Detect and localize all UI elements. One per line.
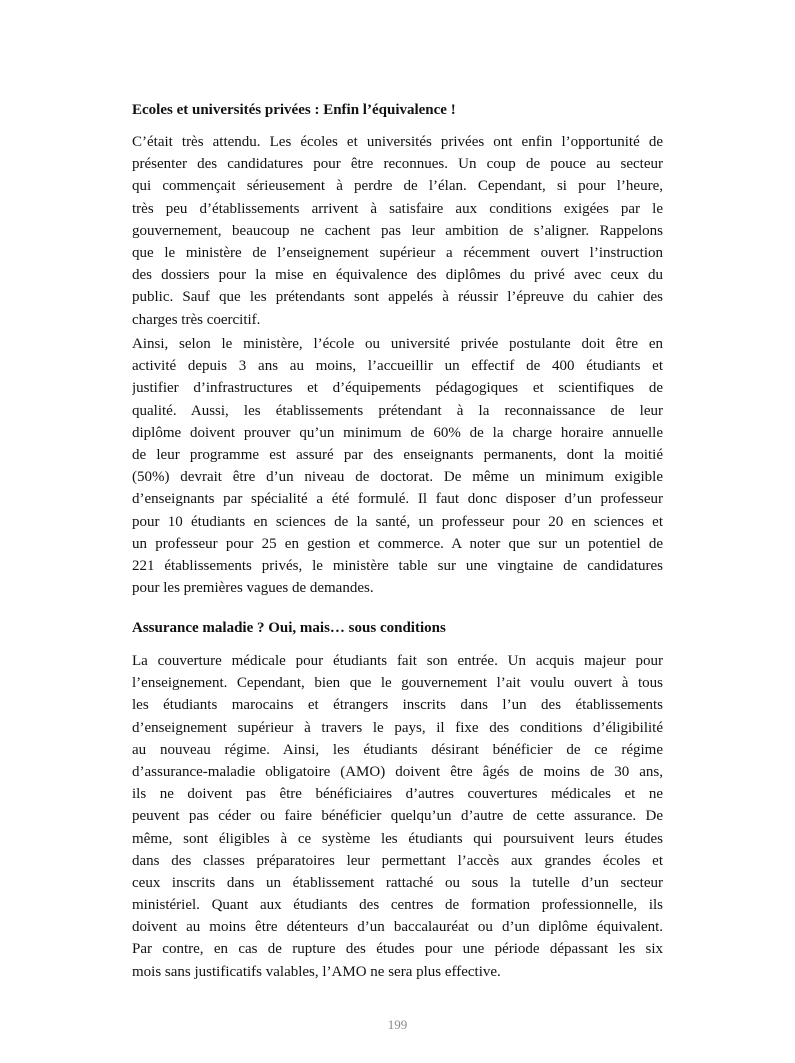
text-line: des dossiers pour la mise en équivalence des diplômes du privé avec ceux du (132, 267, 663, 284)
text-line: qui commençait sérieusement à perdre de l’élan. Cependant, si pour l’heure, (132, 178, 663, 195)
text-line: pour les premières vagues de demandes. (132, 580, 374, 597)
text-line: mois sans justificatifs valables, l’AMO ne sera plus effective. (132, 963, 501, 980)
text-line: peuvent pas céder ou faire bénéficier quelqu’un d’autre de cette assurance. De (132, 808, 663, 825)
section-heading-private-schools: Ecoles et universités privées : Enfin l’équivalence ! (132, 102, 456, 118)
paragraph (132, 650, 663, 983)
text-line: un professeur pour 25 en gestion et commerce. A noter que sur un potentiel de (132, 535, 663, 552)
text-line: très peu d’établissements arrivent à satisfaire aux conditions exigées par le (132, 200, 663, 217)
text-line: La couverture médicale pour étudiants fait son entrée. Un acquis majeur pour (132, 653, 663, 669)
text-line: Ainsi, selon le ministère, l’école ou université privée postulante doit être en (132, 336, 663, 352)
text-line: pour 10 étudiants en sciences de la santé, un professeur pour 20 en sciences et (132, 513, 663, 530)
text-line: même, sont éligibles à ce système les étudiants qui poursuivent leurs études (132, 830, 663, 847)
paragraph (132, 333, 663, 599)
text-line: au nouveau régime. Ainsi, les étudiants désirant bénéficier de ce régime (132, 741, 663, 758)
text-line: charges très coercitif. (132, 311, 261, 328)
text-line: activité depuis 3 ans au moins, l’accueillir un effectif de 400 étudiants et (132, 358, 663, 375)
text-line: ministériel. Quant aux étudiants des centres de formation professionnelle, ils (132, 897, 663, 914)
text-line: doivent au moins être détenteurs d’un baccalauréat ou d’un diplôme équivalent. (132, 919, 663, 936)
page-number: 199 (387, 1017, 408, 1032)
text-line: Par contre, en cas de rupture des études pour une période dépassant les six (132, 941, 663, 958)
text-line: C’était très attendu. Les écoles et universités privées ont enfin l’opportunité de (132, 134, 663, 150)
text-line: justifier d’infrastructures et d’équipements pédagogiques et scientifiques de (132, 380, 663, 397)
paragraph (132, 131, 663, 331)
text-line: d’enseignement supérieur à travers le pays, il fixe des conditions d’éligibilité (132, 719, 663, 736)
text-line: gouvernement, beaucoup ne cachent pas leur ambition de s’aligner. Rappelons (132, 222, 663, 239)
section-heading-health-insurance: Assurance maladie ? Oui, mais… sous conditions (132, 620, 446, 636)
text-line: les étudiants marocains et étrangers inscrits dans l’un des établissements (132, 697, 663, 714)
text-line: public. Sauf que les prétendants sont appelés à réussir l’épreuve du cahier des (132, 289, 663, 306)
text-line: l’enseignement. Cependant, bien que le gouvernement l’ait voulu ouvert à tous (132, 675, 663, 692)
text-line: dans des classes préparatoires leur permettant l’accès aux grandes écoles et (132, 852, 663, 869)
text-line: d’enseignants par spécialité a été formulé. Il faut donc disposer d’un professeur (132, 491, 663, 508)
text-line: diplôme doivent prouver qu’un minimum de 60% de la charge horaire annuelle (132, 424, 663, 441)
text-line: (50%) devrait être d’un niveau de doctorat. De même un minimum exigible (132, 469, 663, 486)
text-line: que le ministère de l’enseignement supérieur a récemment ouvert l’instruction (132, 244, 663, 261)
text-line: ceux inscrits dans un établissement rattaché ou sous la tutelle d’un secteur (132, 874, 663, 891)
text-line: qualité. Aussi, les établissements prétendant à la reconnaissance de leur (132, 402, 663, 419)
text-line: 221 établissements privés, le ministère table sur une vingtaine de candidatures (132, 557, 663, 574)
text-line: présenter des candidatures pour être reconnues. Un coup de pouce au secteur (132, 156, 663, 173)
text-line: d’assurance-maladie obligatoire (AMO) doivent être âgés de moins de 30 ans, (132, 763, 663, 780)
text-line: ils ne doivent pas être bénéficiaires d’autres couvertures médicales et ne (132, 786, 663, 803)
text-line: de leur programme est assuré par des enseignants permanents, dont la moitié (132, 446, 663, 463)
